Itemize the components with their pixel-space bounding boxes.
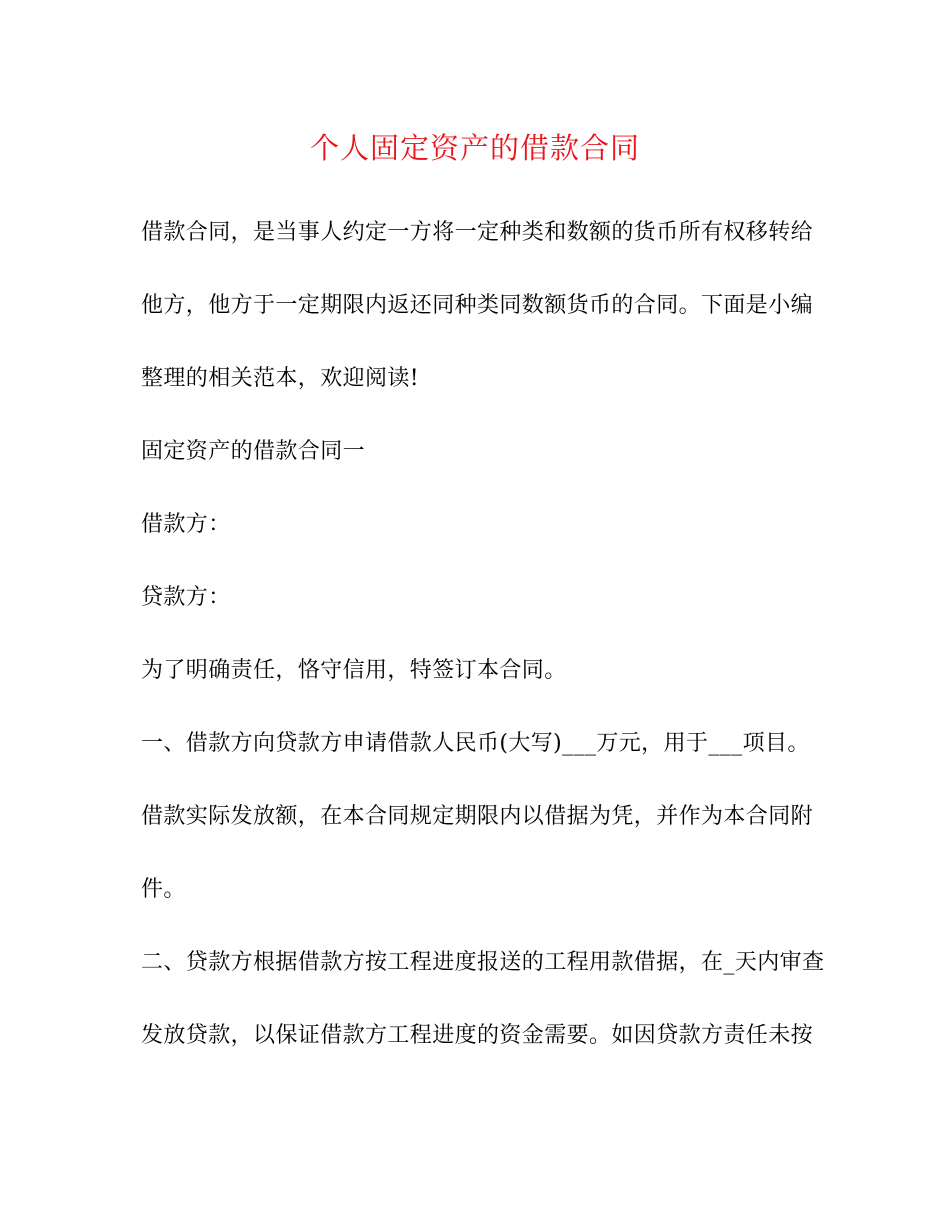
body-line: 他方，他方于一定期限内返还同种类同数额货币的合同。下面是小编	[141, 293, 814, 318]
document-title: 个人固定资产的借款合同	[309, 131, 640, 165]
body-line: 为了明确责任，恪守信用，特签订本合同。	[141, 658, 567, 683]
body-line: 借款合同，是当事人约定一方将一定种类和数额的货币所有权移转给	[141, 220, 814, 245]
body-line: 整理的相关范本，欢迎阅读!	[141, 366, 420, 391]
clause-1-line: 借款实际发放额，在本合同规定期限内以借据为凭，并作为本合同附	[141, 804, 814, 829]
clause-2-line: 二、贷款方根据借款方按工程进度报送的工程用款借据，在_天内审查	[141, 950, 825, 975]
section-heading: 固定资产的借款合同一	[141, 439, 366, 464]
clause-1-line: 件。	[141, 877, 186, 902]
borrower-label: 借款方：	[141, 512, 231, 537]
lender-label: 贷款方：	[141, 585, 231, 610]
clause-2-line: 发放贷款，以保证借款方工程进度的资金需要。如因贷款方责任未按	[141, 1023, 814, 1048]
clause-1-line: 一、借款方向贷款方申请借款人民币(大写)___万元，用于___项目。	[141, 731, 810, 756]
